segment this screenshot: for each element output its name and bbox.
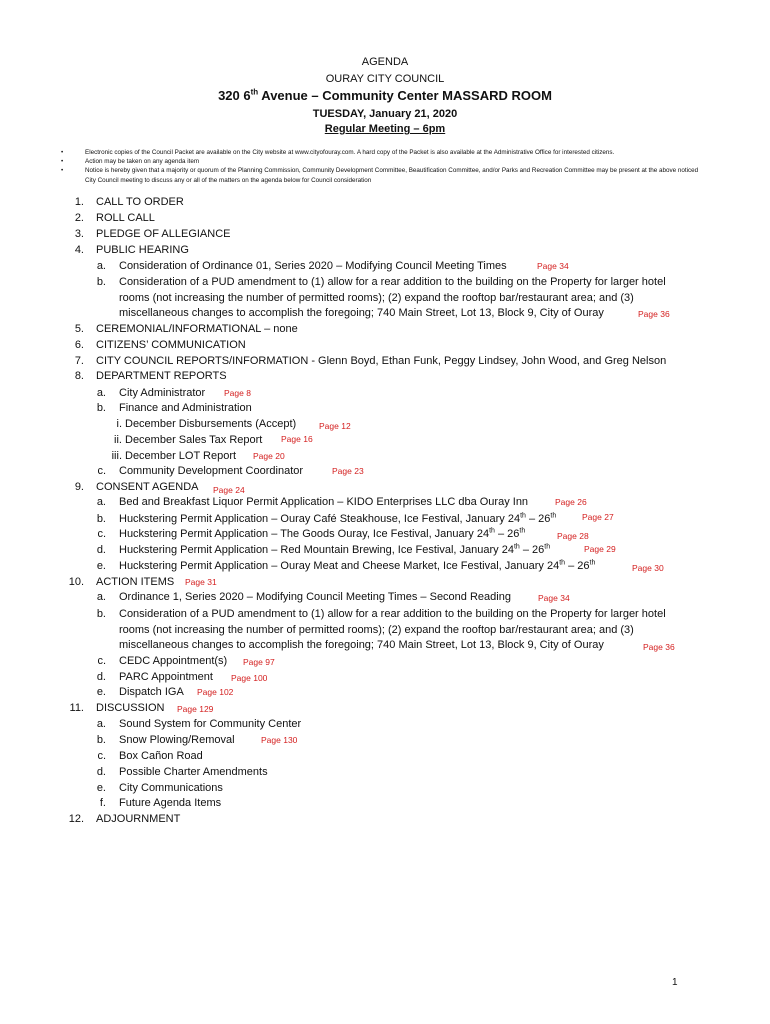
- subitem-letter: c.: [97, 465, 106, 477]
- subitem-pud-amendment-line1: Consideration of a PUD amendment to (1) allow for a rear addition to the building on the Property for larger hotel: [119, 276, 666, 288]
- subitem-city-administrator: City Administrator: [119, 387, 206, 399]
- page-reference: Page 31: [185, 577, 217, 587]
- subitem-letter: e.: [96, 560, 106, 572]
- subitem-huckstering-goods: Huckstering Permit Application – The Goods Ouray, Ice Festival, January 24th – 26th: [119, 527, 526, 540]
- bullet-icon: •: [61, 149, 64, 156]
- roman-numeral: i.: [116, 418, 122, 430]
- item-discussion: DISCUSSION: [96, 702, 165, 714]
- page-reference: Page 29: [584, 544, 616, 554]
- item-number: 4.: [74, 244, 84, 256]
- item-number: 5.: [74, 323, 84, 335]
- page-reference: Page 8: [224, 388, 251, 398]
- item-council-reports: CITY COUNCIL REPORTS/INFORMATION - Glenn Boyd, Ethan Funk, Peggy Lindsey, John Wood, and Greg Nelson: [96, 355, 667, 367]
- page-reference: Page 100: [231, 673, 268, 683]
- item-ceremonial: CEREMONIAL/INFORMATIONAL – none: [96, 323, 298, 335]
- item-department-reports: DEPARTMENT REPORTS: [96, 370, 227, 382]
- page-reference: Page 20: [253, 451, 285, 461]
- item-adjournment: ADJOURNMENT: [96, 813, 181, 825]
- page-number: 1: [672, 977, 678, 988]
- page-reference: Page 24: [213, 485, 245, 495]
- subitem-city-communications: City Communications: [119, 782, 223, 794]
- subitem-letter: a.: [96, 387, 106, 399]
- subitem-letter: c.: [97, 655, 106, 667]
- page-reference: Page 27: [582, 512, 614, 522]
- subitem-finance-admin: Finance and Administration: [119, 402, 252, 414]
- council-name: OURAY CITY COUNCIL: [325, 73, 445, 85]
- subitem-pud-amendment-line3: miscellaneous changes to accomplish the foregoing; 740 Main Street, Lot 13, Block 9, City of Ouray: [119, 307, 604, 319]
- subitem-letter: b.: [96, 513, 106, 525]
- item-number: 3.: [74, 228, 84, 240]
- subitem-community-dev: Community Development Coordinator: [119, 465, 304, 477]
- subitem-box-canon-road: Box Cañon Road: [119, 750, 203, 762]
- page-reference: Page 28: [557, 531, 589, 541]
- item-citizens-communication: CITIZENS’ COMMUNICATION: [96, 339, 246, 351]
- item-number: 6.: [74, 339, 84, 351]
- item-public-hearing: PUBLIC HEARING: [96, 244, 189, 256]
- subitem-charter-amendments: Possible Charter Amendments: [119, 766, 268, 778]
- item-consent-agenda: CONSENT AGENDA: [96, 481, 199, 493]
- subitem-sound-system: Sound System for Community Center: [119, 718, 302, 730]
- subitem-pud-amendment-line2: rooms (not increasing the number of permitted rooms); (2) expand the rooftop bar/restaurant area; and (3): [119, 292, 634, 304]
- item-roll-call: ROLL CALL: [96, 212, 155, 224]
- subitem-letter: b.: [96, 276, 106, 288]
- roman-numeral: ii.: [114, 434, 122, 446]
- page-reference: Page 26: [555, 497, 587, 507]
- subitem-letter: b.: [96, 608, 106, 620]
- page-reference: Page 130: [261, 735, 298, 745]
- subitem-letter: f.: [99, 797, 106, 809]
- page-reference: Page 34: [537, 261, 569, 271]
- page-reference: Page 23: [332, 466, 364, 476]
- subitem-snow-plowing: Snow Plowing/Removal: [119, 734, 235, 746]
- subitem-letter: d.: [96, 544, 106, 556]
- item-number: 11.: [69, 702, 84, 714]
- item-number: 2.: [74, 212, 84, 224]
- page-reference: Page 30: [632, 563, 664, 573]
- subitem-letter: c.: [97, 528, 106, 540]
- subitem-ordinance-second-reading: Ordinance 1, Series 2020 – Modifying Council Meeting Times – Second Reading: [119, 591, 511, 603]
- notice-item: • Notice is hereby given that a majority or quorum of the Planning Commission, Community Development Committee, Beautification Committee, and/or Parks and Recreation Committee may be present at the above noticed City Council meeting to discuss any or all of the matters on the agenda below for Council consideration: [61, 167, 699, 184]
- subitem-letter: d.: [96, 671, 106, 683]
- page-reference: Page 16: [281, 434, 313, 444]
- subitem-letter: a.: [96, 260, 106, 272]
- page-reference: Page 102: [197, 687, 234, 697]
- subitem-huckstering-brewing: Huckstering Permit Application – Red Mountain Brewing, Ice Festival, January 24th – 26th: [119, 543, 551, 556]
- subitem-liquor-permit: Bed and Breakfast Liquor Permit Application – KIDO Enterprises LLC dba Ouray Inn: [119, 496, 529, 508]
- item-pledge: PLEDGE OF ALLEGIANCE: [96, 228, 231, 240]
- meeting-type: Regular Meeting – 6pm: [324, 123, 446, 135]
- subitem-letter: e.: [96, 782, 106, 794]
- roman-numeral: iii.: [111, 450, 122, 462]
- agenda-title: AGENDA: [361, 56, 409, 68]
- subitem-letter: c.: [97, 750, 106, 762]
- page-reference: Page 12: [319, 421, 351, 431]
- report-lot: December LOT Report: [125, 450, 237, 462]
- subitem-future-agenda: Future Agenda Items: [119, 797, 222, 809]
- subitem-letter: a.: [96, 496, 106, 508]
- report-sales-tax: December Sales Tax Report: [125, 434, 263, 446]
- notice-item: • Electronic copies of the Council Packet are available on the City website at www.cityofouray.com. A hard copy of the Packet is also available at the Administrative Office for interested citizens.: [61, 149, 615, 156]
- bullet-icon: •: [61, 158, 64, 166]
- item-number: 7.: [74, 355, 84, 367]
- page-reference: Page 36: [643, 642, 675, 652]
- subitem-letter: a.: [96, 591, 106, 603]
- page-reference: Page 97: [243, 657, 275, 667]
- subitem-huckstering-cafe: Huckstering Permit Application – Ouray Café Steakhouse, Ice Festival, January 24th – 26th: [119, 512, 557, 525]
- item-action-items: ACTION ITEMS: [96, 576, 175, 588]
- subitem-letter: d.: [96, 766, 106, 778]
- item-number: 12.: [68, 813, 84, 825]
- subitem-dispatch-iga: Dispatch IGA: [119, 686, 184, 698]
- subitem-letter: b.: [96, 734, 106, 746]
- meeting-date: TUESDAY, January 21, 2020: [312, 108, 458, 120]
- page-reference: Page 36: [638, 309, 670, 319]
- subitem-letter: b.: [96, 402, 106, 414]
- item-number: 10.: [68, 576, 84, 588]
- item-call-to-order: CALL TO ORDER: [96, 196, 184, 208]
- subitem-huckstering-market: Huckstering Permit Application – Ouray Meat and Cheese Market, Ice Festival, January 24th – 26th: [119, 559, 596, 572]
- report-disbursements: December Disbursements (Accept): [125, 418, 297, 430]
- subitem-ordinance-01: Consideration of Ordinance 01, Series 2020 – Modifying Council Meeting Times: [119, 260, 507, 272]
- notice-list: [58, 148, 708, 185]
- subitem-cedc-appointment: CEDC Appointment(s): [119, 655, 228, 667]
- subitem-letter: a.: [96, 718, 106, 730]
- page-reference: Page 129: [177, 704, 214, 714]
- subitem-parc-appointment: PARC Appointment: [119, 671, 213, 683]
- notice-item: • Action may be taken on any agenda item: [61, 158, 200, 166]
- item-number: 8.: [74, 370, 84, 382]
- subitem-letter: e.: [96, 686, 106, 698]
- subitem-pud-amendment-line2: rooms (not increasing the number of permitted rooms); (2) expand the rooftop bar/restaurant area; and (3): [119, 624, 634, 636]
- venue-heading: 320 6th Avenue – Community Center MASSARD ROOM: [218, 87, 552, 103]
- subitem-pud-amendment-line1: Consideration of a PUD amendment to (1) allow for a rear addition to the building on the Property for larger hotel: [119, 608, 666, 620]
- page-reference: Page 34: [538, 593, 570, 603]
- item-number: 9.: [74, 481, 84, 493]
- item-number: 1.: [74, 196, 84, 208]
- subitem-pud-amendment-line3: miscellaneous changes to accomplish the foregoing; 740 Main Street, Lot 13, Block 9, City of Ouray: [119, 639, 604, 651]
- bullet-icon: •: [61, 167, 64, 175]
